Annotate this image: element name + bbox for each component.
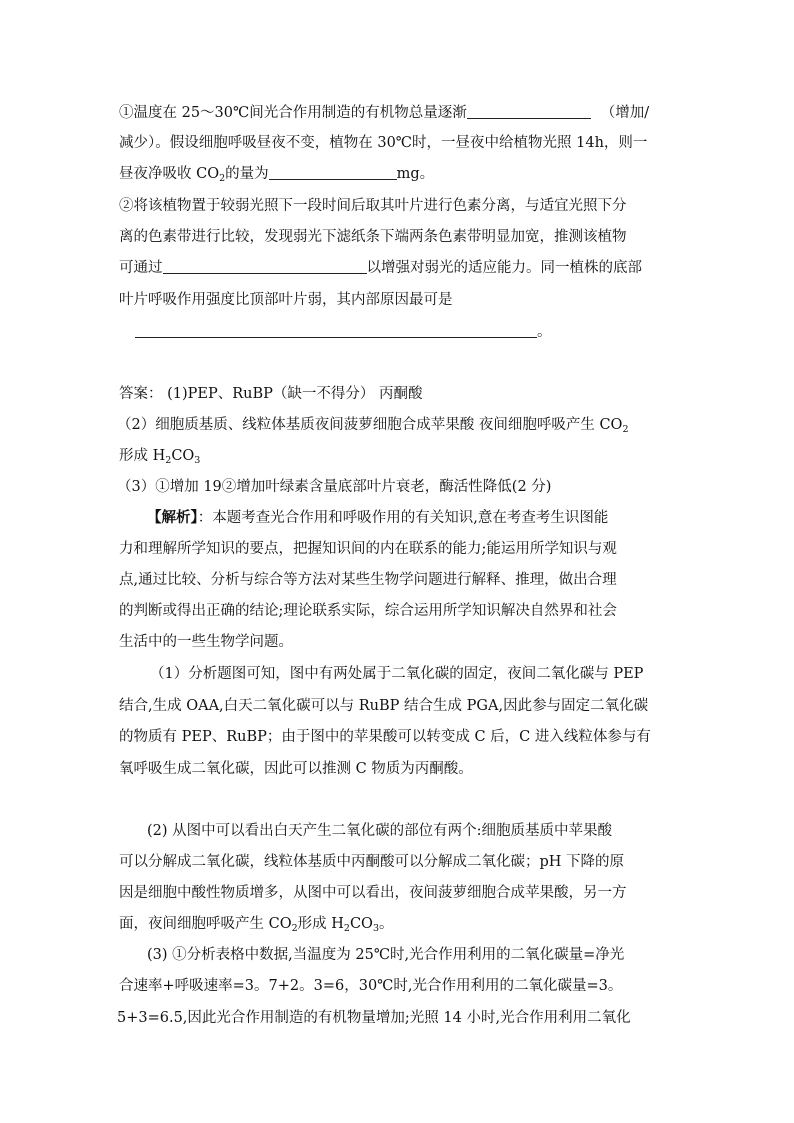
subscript: 2 <box>291 923 298 934</box>
q3-2-line3-text-b: 以增强对弱光的适应能力。同一植株的底部 <box>366 260 642 276</box>
analysis-p3-line4-text-a: 面，夜间细胞呼吸产生 CO <box>119 916 292 932</box>
analysis-p3-line2: 可以分解成二氧化碳，线粒体基质中丙酮酸可以分解成二氧化碳；pH 下降的原 <box>119 854 625 870</box>
analysis-p3-line3: 因是细胞中酸性物质增多，从图中可以看出，夜间菠萝细胞合成苹果酸，另一方 <box>119 885 627 901</box>
analysis-p1-line1 <box>147 508 608 528</box>
subscript: 2 <box>165 455 172 466</box>
q3-1-line2: 减少）。假设细胞呼吸昼夜不变，植物在 30℃时，一昼夜中给植物光照 14h，则一 <box>119 135 648 151</box>
q3-1-text-b: （增加/ <box>600 105 650 121</box>
q3-2-line5 <box>135 322 552 342</box>
subscript: 2 <box>343 923 350 934</box>
q3-1-line3-text-b: 的量为 <box>225 166 269 182</box>
analysis-p2-line2: 结合,生成 OAA,白天二氧化碳可以与 RuBP 结合生成 PGA,因此参与固定二氧化碳 <box>119 698 649 714</box>
q3-2-line3 <box>119 258 642 278</box>
answer-line2 <box>117 415 628 435</box>
analysis-p3-line4-text-b: 形成 H <box>297 916 344 932</box>
answer-line3-text-b: CO <box>171 448 195 464</box>
q3-2-line3-text-a: 可通过 <box>119 260 163 276</box>
analysis-p3-line4-text-c: CO <box>349 916 373 932</box>
subscript: 2 <box>622 424 629 435</box>
q3-2-line1: ②将该植物置于较弱光照下一段时间后取其叶片进行色素分离，与适宜光照下分 <box>119 198 627 214</box>
analysis-p1-line5: 生活中的一些生物学问题。 <box>119 634 293 650</box>
subscript: 3 <box>194 455 201 466</box>
q3-2-line2: 离的色素带进行比较，发现弱光下滤纸条下端两条色素带明显加宽，推测该植物 <box>119 229 627 245</box>
answer-line3 <box>119 446 200 466</box>
answer-line1: 答案： (1)PEP、RuBP（缺一不得分） 丙酮酸 <box>119 386 423 402</box>
answer-blank-adapt <box>163 259 367 274</box>
subscript: 3 <box>372 923 379 934</box>
answer-blank-reason <box>135 323 537 338</box>
analysis-p3-line1: (2) 从图中可以看出白天产生二氧化碳的部位有两个:细胞质基质中苹果酸 <box>147 823 613 839</box>
answer-blank-co2 <box>269 165 397 180</box>
answer-line2-text: （2）细胞质基质、线粒体基质夜间菠萝细胞合成苹果酸 夜间细胞呼吸产生 CO <box>117 417 623 433</box>
q3-2-line4: 叶片呼吸作用强度比顶部叶片弱，其内部原因最可是 <box>119 292 453 308</box>
answer-blank-trend <box>467 104 591 119</box>
analysis-p4-line2: 合速率+呼吸速率=3。7+2。3=6，30℃时,光合作用利用的二氧化碳量=3。 <box>119 978 623 994</box>
analysis-p4-line1: (3) ①分析表格中数据,当温度为 25℃时,光合作用利用的二氧化碳量=净光 <box>147 947 625 963</box>
answer-line4: （3）①增加 19②增加叶绿素含量底部叶片衰老，酶活性降低(2 分) <box>117 479 552 495</box>
analysis-p2-line3: 的物质有 PEP、RuBP；由于图中的苹果酸可以转变成 C 后，C 进入线粒体参与有 <box>119 729 651 745</box>
answer-line3-text-a: 形成 H <box>119 448 166 464</box>
q3-1-line3-text-a: 昼夜净吸收 CO <box>119 166 220 182</box>
q3-2-line5-end: 。 <box>537 324 552 340</box>
q3-1-line1 <box>119 103 649 123</box>
analysis-p2-line1: （1）分析题图可知，图中有两处属于二氧化碳的固定，夜间二氧化碳与 PEP <box>150 666 644 682</box>
q3-1-text-a: ①温度在 25～30℃间光合作用制造的有机物总量逐渐 <box>119 105 467 121</box>
analysis-p2-line4: 氧呼吸生成二氧化碳，因此可以推测 C 物质为丙酮酸。 <box>119 761 473 777</box>
analysis-p1-line4: 的判断或得出正确的结论;理论联系实际，综合运用所学知识解决自然界和社会 <box>119 603 617 619</box>
q3-1-line3-text-c: mg。 <box>396 166 435 182</box>
analysis-p1-line3: 点,通过比较、分析与综合等方法对某些生物学问题进行解释、推理，做出合理 <box>119 572 617 588</box>
analysis-p4-line3: 5+3=6.5,因此光合作用制造的有机物量增加;光照 14 小时,光合作用利用二氧化 <box>117 1010 631 1026</box>
analysis-p3-line4-text-d: 。 <box>378 916 394 932</box>
analysis-p3-line4 <box>119 914 393 934</box>
analysis-p1-line2: 力和理解所学知识的要点，把握知识间的内在联系的能力;能运用所学知识与观 <box>119 541 617 557</box>
q3-1-line3 <box>119 164 434 184</box>
analysis-heading: 【解析】 <box>147 509 198 526</box>
subscript: 2 <box>219 173 226 184</box>
analysis-p1-line1-text: ：本题考查光合作用和呼吸作用的有关知识,意在考查考生识图能 <box>197 510 609 526</box>
